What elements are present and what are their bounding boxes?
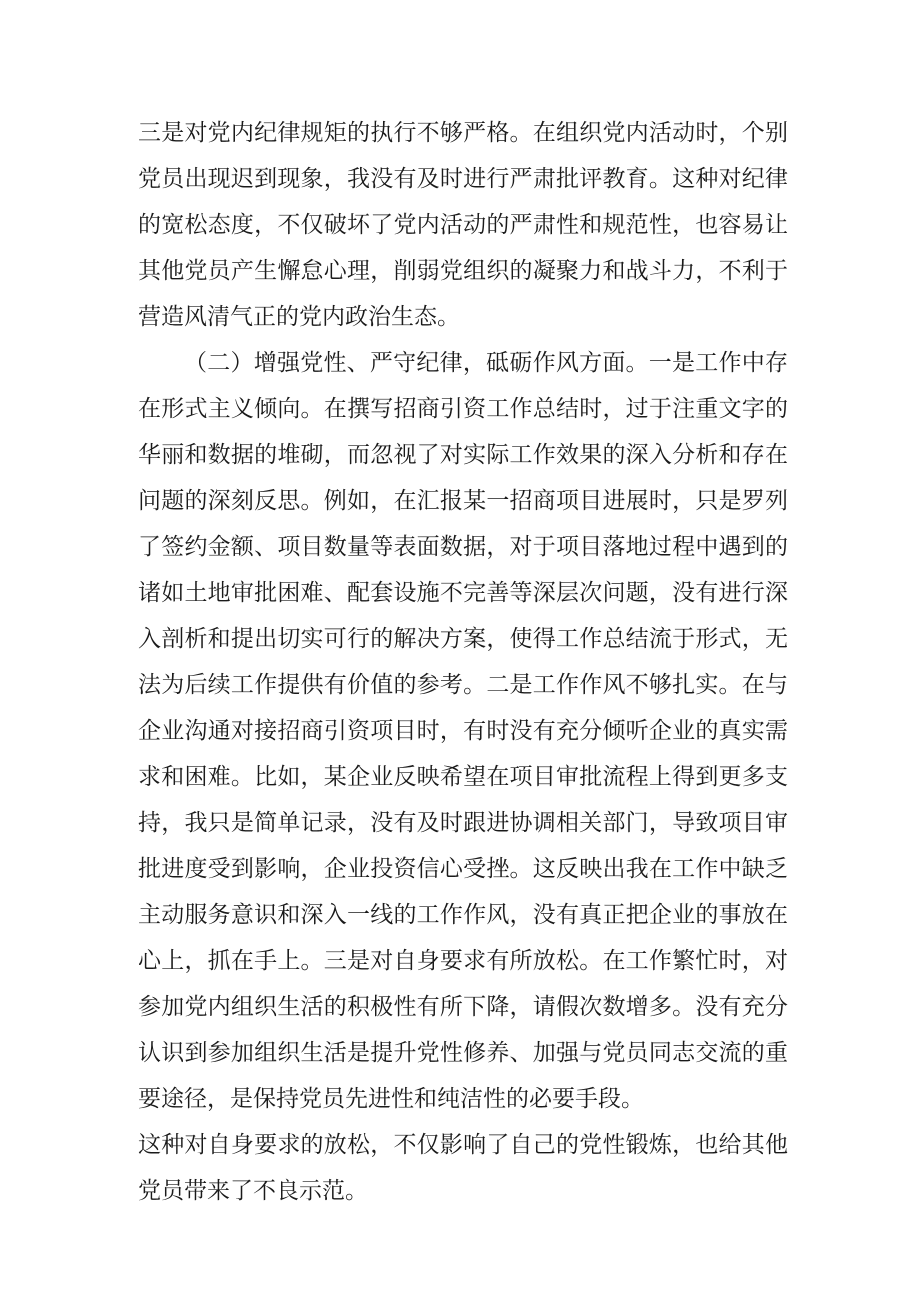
text-line: 参加党内组织生活的积极性有所下降，请假次数增多。没有充分 <box>138 994 788 1020</box>
text-line: 的宽松态度，不仅破坏了党内活动的严肃性和规范性，也容易让 <box>138 212 788 238</box>
text-line: 诸如土地审批困难、配套设施不完善等深层次问题，没有进行深 <box>138 580 788 606</box>
text-line: 其他党员产生懈怠心理，削弱党组织的凝聚力和战斗力，不利于 <box>138 258 788 284</box>
text-line: 法为后续工作提供有价值的参考。二是工作作风不够扎实。在与 <box>138 672 788 698</box>
paragraph-work-style <box>138 340 788 1122</box>
text-line: 了签约金额、项目数量等表面数据，对于项目落地过程中遇到的 <box>138 534 788 560</box>
section-heading-line: （二）增强党性、严守纪律，砥砺作风方面。一是工作中存 <box>184 350 788 376</box>
text-line: 认识到参加组织生活是提升党性修养、加强与党员同志交流的重 <box>138 1040 788 1066</box>
text-line: 华丽和数据的堆砌，而忽视了对实际工作效果的深入分析和存在 <box>138 442 788 468</box>
paragraph-discipline <box>138 110 788 340</box>
text-line: 心上，抓在手上。三是对自身要求有所放松。在工作繁忙时，对 <box>138 948 788 974</box>
paragraph-self-requirement <box>138 1122 788 1214</box>
text-line: 党员带来了不良示范。 <box>138 1178 368 1204</box>
text-line: 入剖析和提出切实可行的解决方案，使得工作总结流于形式，无 <box>138 626 788 652</box>
text-line: 党员出现迟到现象，我没有及时进行严肃批评教育。这种对纪律 <box>138 166 788 192</box>
text-line: 三是对党内纪律规矩的执行不够严格。在组织党内活动时，个别 <box>138 120 788 146</box>
text-line: 问题的深刻反思。例如，在汇报某一招商项目进展时，只是罗列 <box>138 488 788 514</box>
text-line: 这种对自身要求的放松，不仅影响了自己的党性锻炼，也给其他 <box>138 1132 788 1158</box>
text-line: 营造风清气正的党内政治生态。 <box>138 304 460 330</box>
text-line: 求和困难。比如，某企业反映希望在项目审批流程上得到更多支 <box>138 764 788 790</box>
text-line: 要途径，是保持党员先进性和纯洁性的必要手段。 <box>138 1086 644 1112</box>
text-line: 主动服务意识和深入一线的工作作风，没有真正把企业的事放在 <box>138 902 788 928</box>
text-line: 企业沟通对接招商引资项目时，有时没有充分倾听企业的真实需 <box>138 718 788 744</box>
text-line: 持，我只是简单记录，没有及时跟进协调相关部门，导致项目审 <box>138 810 788 836</box>
text-line: 在形式主义倾向。在撰写招商引资工作总结时，过于注重文字的 <box>138 396 788 422</box>
text-line: 批进度受到影响，企业投资信心受挫。这反映出我在工作中缺乏 <box>138 856 788 882</box>
document-page <box>138 110 788 1214</box>
